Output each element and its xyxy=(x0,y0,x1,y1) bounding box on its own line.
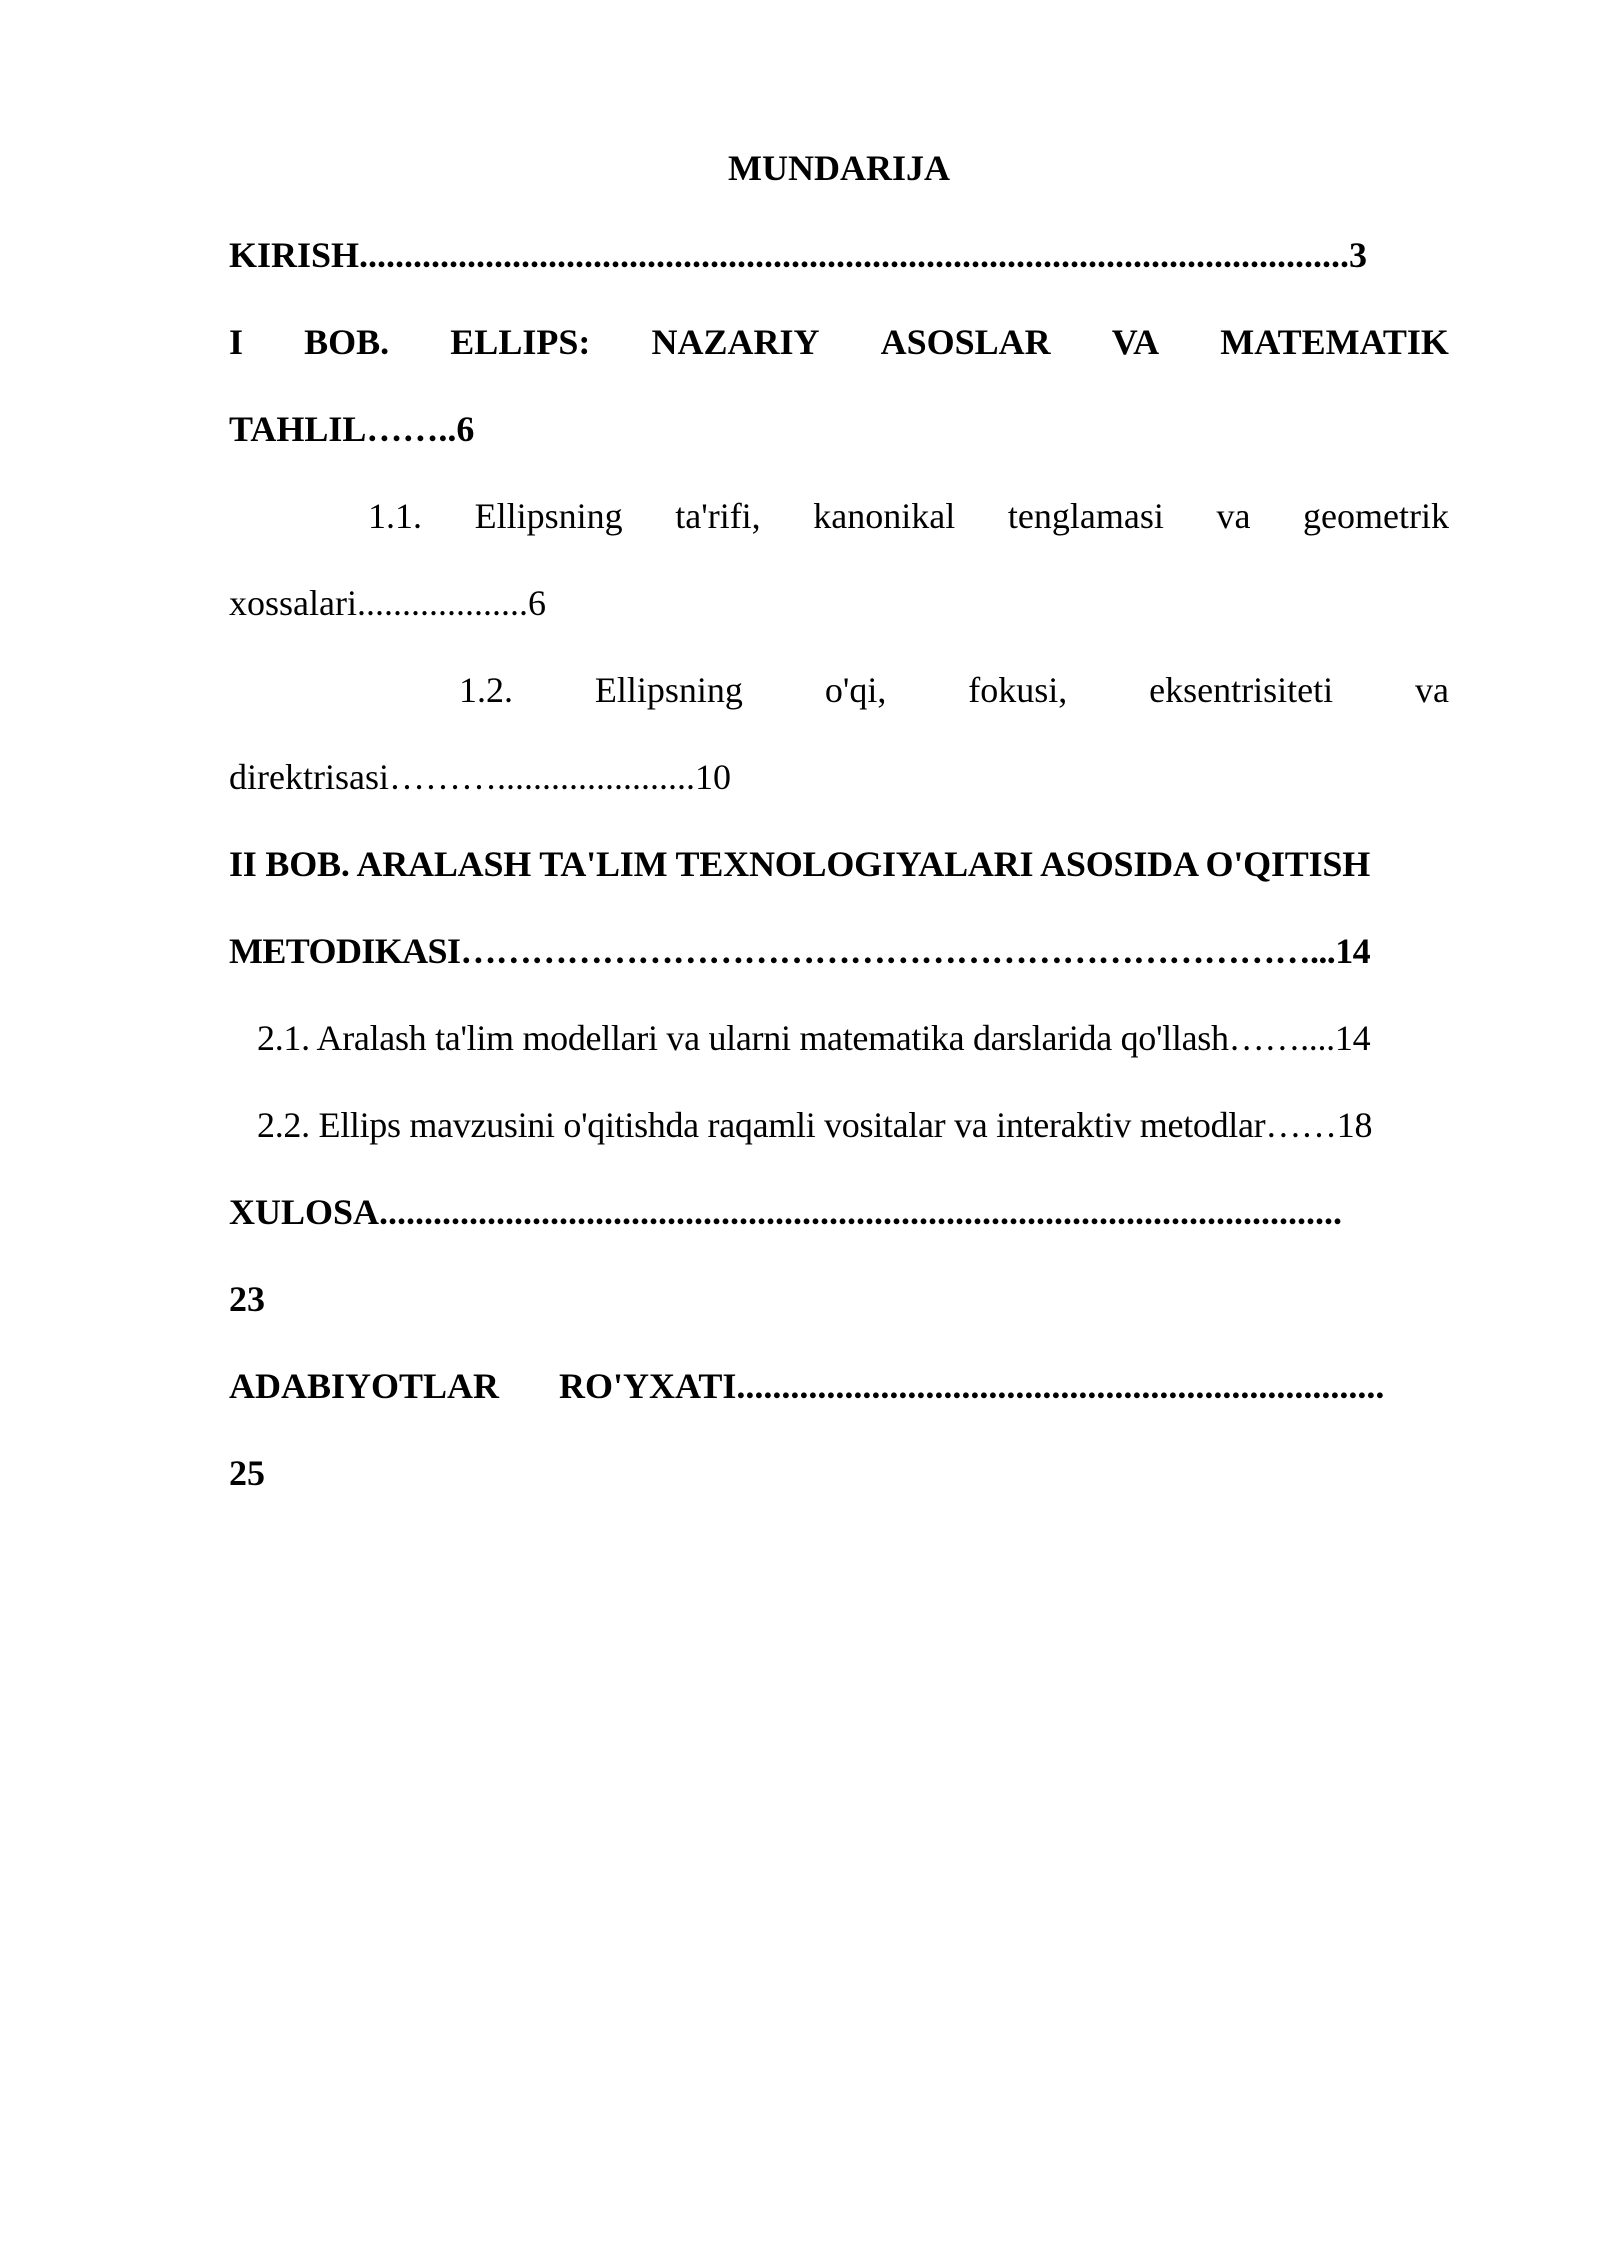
toc-word: ADABIYOTLAR xyxy=(229,1366,500,1406)
toc-entry-chapter1-page: TAHLIL……..6 xyxy=(229,409,475,449)
toc-word: 1.1. xyxy=(368,496,422,536)
toc-word: geometrik xyxy=(1303,496,1449,536)
toc-word: BOB. xyxy=(304,322,390,362)
toc-title: MUNDARIJA xyxy=(728,148,950,188)
toc-word: eksentrisiteti xyxy=(1149,670,1334,710)
toc-entry-section-1-1 xyxy=(368,494,1449,538)
toc-entry-chapter2-page: METODIKASI………………………………………………………………...14 xyxy=(229,931,1370,971)
toc-entry-xulosa-page: 23 xyxy=(229,1279,265,1319)
toc-word: ASOSLAR xyxy=(880,322,1051,362)
toc-word: fokusi, xyxy=(968,670,1068,710)
toc-word: RO'YXATI........................................................................ xyxy=(559,1366,1385,1406)
toc-word: Ellipsning xyxy=(474,496,623,536)
toc-word: I xyxy=(229,322,244,362)
toc-entry-section-1-1-page: xossalari...................6 xyxy=(229,583,546,623)
toc-entry-chapter1 xyxy=(229,320,1449,364)
toc-word: 1.2. xyxy=(459,670,513,710)
toc-entry-section-1-2-page: direktrisasi………......................10 xyxy=(229,757,731,797)
toc-word: ELLIPS: xyxy=(450,322,591,362)
toc-entry-chapter2: II BOB. ARALASH TA'LIM TEXNOLOGIYALARI ASOSIDA O'QITISH xyxy=(229,844,1371,884)
toc-word: Ellipsning xyxy=(594,670,743,710)
toc-word: MATEMATIK xyxy=(1220,322,1449,362)
toc-entry-adabiyotlar-page: 25 xyxy=(229,1453,265,1493)
toc-entry-section-1-2 xyxy=(459,668,1449,712)
toc-word: va xyxy=(1216,496,1251,536)
toc-entry-section-2-2: 2.2. Ellips mavzusini o'qitishda raqamli vositalar va interaktiv metodlar……18 xyxy=(257,1105,1373,1145)
toc-word: tenglamasi xyxy=(1007,496,1164,536)
toc-word: kanonikal xyxy=(813,496,956,536)
toc-entry-section-2-1: 2.1. Aralash ta'lim modellari va ularni matematika darslarida qo'llash……....14 xyxy=(257,1018,1371,1058)
toc-word: NAZARIY xyxy=(651,322,820,362)
toc-entry-adabiyotlar xyxy=(229,1364,1449,1408)
toc-word: VA xyxy=(1111,322,1160,362)
toc-word: ta'rifi, xyxy=(675,496,761,536)
toc-word: va xyxy=(1415,670,1449,710)
toc-word: o'qi, xyxy=(824,670,887,710)
toc-entry-xulosa: XULOSA........................................................................................................... xyxy=(229,1192,1343,1232)
toc-entry-kirish: KIRISH..............................................................................................................3 xyxy=(229,235,1368,275)
